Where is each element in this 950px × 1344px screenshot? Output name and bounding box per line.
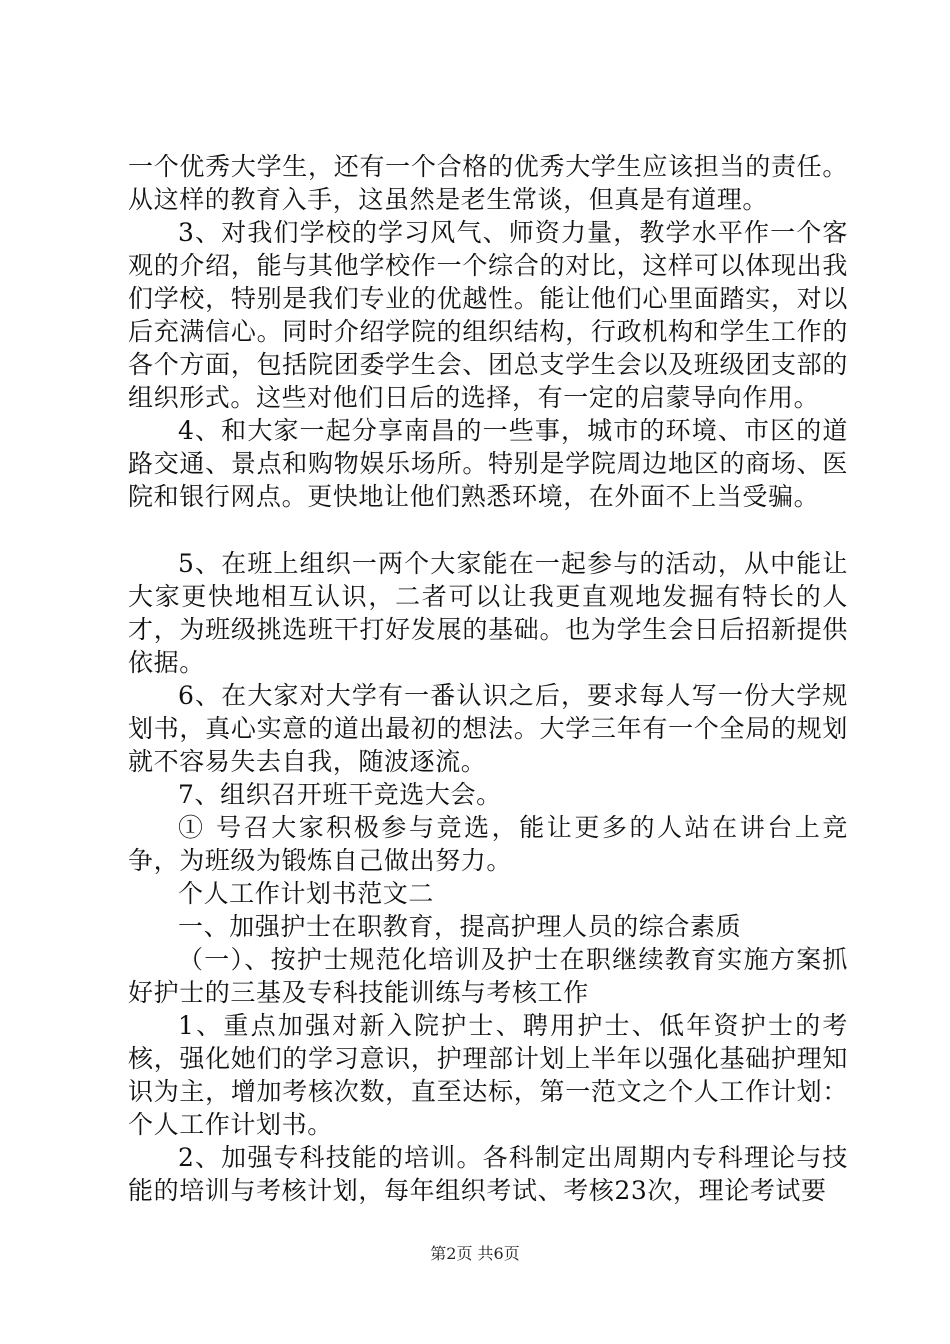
paragraph-point-2: 2、加强专科技能的培训。各科制定出周期内专科理论与技能的培训与考核计划，每年组织考试、考核23次，理论考试要 [128, 1143, 848, 1205]
paragraph-item-3: 3、对我们学校的学习风气、师资力量，教学水平作一个客观的介绍，能与其他学校作一个综合的对比，这样可以体现出我们学校，特别是我们专业的优越性。能让他们心里面踏实，对以后充满信心。同时介绍学院的组织结构，行政机构和学生工作的各个方面，包括院团委学生会、团总支学生会以及班级团支部的组织形式。这些对他们日后的选择，有一定的启蒙导向作用。 [128, 218, 848, 412]
heading-level-2: （一）、按护士规范化培训及护士在职继续教育实施方案抓好护士的三基及专科技能训练与考核工作 [128, 945, 848, 1007]
document-body [128, 150, 848, 1207]
paragraph-sub-item-1: ① 号召大家积极参与竞选，能让更多的人站在讲台上竞争，为班级为锻炼自己做出努力。 [128, 813, 848, 875]
section-title: 个人工作计划书范文二 [178, 879, 435, 908]
page-number-footer: 第2页 共6页 [430, 1244, 520, 1263]
heading-level-1: 一、加强护士在职教育，提高护理人员的综合素质 [178, 912, 742, 941]
paragraph-item-4: 4、和大家一起分享南昌的一些事，城市的环境、市区的道路交通、景点和购物娱乐场所。特别是学院周边地区的商场、医院和银行网点。更快地让他们熟悉环境，在外面不上当受骗。 [128, 416, 848, 511]
paragraph-point-1: 1、重点加强对新入院护士、聘用护士、低年资护士的考核，强化她们的学习意识，护理部计划上半年以强化基础护理知识为主，增加考核次数，直至达标，第一范文之个人工作计划：个人工作计划书。 [128, 1011, 848, 1139]
paragraph-item-6: 6、在大家对大学有一番认识之后，要求每人写一份大学规划书，真心实意的道出最初的想法。大学三年有一个全局的规划就不容易失去自我，随波逐流。 [128, 681, 848, 776]
paragraph-continuation: 一个优秀大学生，还有一个合格的优秀大学生应该担当的责任。从这样的教育入手，这虽然是老生常谈，但真是有道理。 [128, 152, 848, 214]
paragraph-item-7: 7、组织召开班干竞选大会。 [178, 780, 502, 809]
paragraph-item-5: 5、在班上组织一两个大家能在一起参与的活动，从中能让大家更快地相互认识，二者可以让我更直观地发掘有特长的人才，为班级挑选班干打好发展的基础。也为学生会日后招新提供依据。 [128, 549, 848, 677]
